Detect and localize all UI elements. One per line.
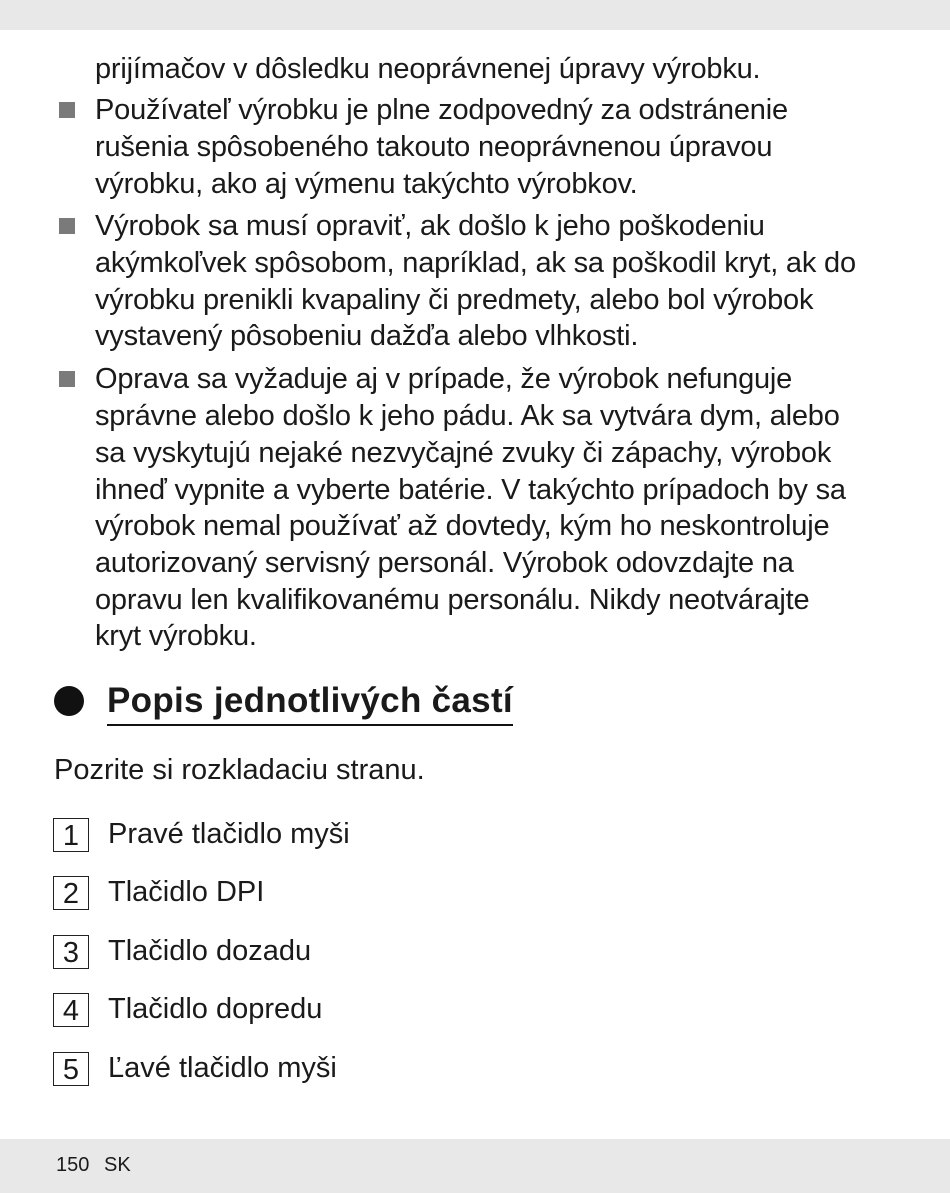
body-line: kryt výrobku. <box>95 620 257 652</box>
part-label: Pravé tlačidlo myši <box>108 818 350 850</box>
language-code: SK <box>104 1154 131 1176</box>
part-number: 2 <box>53 876 89 910</box>
page-number: 150 <box>56 1154 90 1176</box>
part-label: Tlačidlo DPI <box>108 876 265 908</box>
top-band <box>0 0 950 30</box>
body-line: akýmkoľvek spôsobom, napríklad, ak sa poškodil kryt, ak do <box>95 247 856 279</box>
body-line: autorizovaný servisný personál. Výrobok odovzdajte na <box>95 547 794 579</box>
bullet-square-icon <box>59 218 75 234</box>
page-footer <box>0 1139 950 1193</box>
body-line: Výrobok sa musí opraviť, ak došlo k jeho poškodeniu <box>95 210 765 242</box>
body-line: rušenia spôsobeného takouto neoprávnenou úpravou <box>95 131 773 163</box>
part-label: Tlačidlo dopredu <box>108 993 323 1025</box>
part-number: 1 <box>53 818 89 852</box>
section-bullet-icon <box>54 686 84 716</box>
part-number: 4 <box>53 993 89 1027</box>
body-line: sa vyskytujú nejaké nezvyčajné zvuky či zápachy, výrobok <box>95 437 832 469</box>
body-line: prijímačov v dôsledku neoprávnenej úpravy výrobku. <box>95 53 761 85</box>
part-number: 3 <box>53 935 89 969</box>
body-line: opravu len kvalifikovanému personálu. Nikdy neotvárajte <box>95 584 810 616</box>
bullet-square-icon <box>59 102 75 118</box>
body-line: ihneď vypnite a vyberte batérie. V takýchto prípadoch by sa <box>95 474 846 506</box>
part-label: Ľavé tlačidlo myši <box>108 1052 337 1084</box>
bullet-square-icon <box>59 371 75 387</box>
body-line: výrobku prenikli kvapaliny či predmety, alebo bol výrobok <box>95 284 814 316</box>
body-line: výrobok nemal používať až dovtedy, kým ho neskontroluje <box>95 510 830 542</box>
section-title: Popis jednotlivých častí <box>107 680 513 726</box>
body-line: Používateľ výrobku je plne zodpovedný za odstránenie <box>95 94 788 126</box>
body-line: Oprava sa vyžaduje aj v prípade, že výrobok nefunguje <box>95 363 793 395</box>
body-line: výrobku, ako aj výmenu takýchto výrobkov. <box>95 168 638 200</box>
body-line: vystavený pôsobeniu dažďa alebo vlhkosti. <box>95 320 639 352</box>
section-intro: Pozrite si rozkladaciu stranu. <box>54 754 425 786</box>
body-line: správne alebo došlo k jeho pádu. Ak sa vytvára dym, alebo <box>95 400 840 432</box>
part-number: 5 <box>53 1052 89 1086</box>
part-label: Tlačidlo dozadu <box>108 935 312 967</box>
